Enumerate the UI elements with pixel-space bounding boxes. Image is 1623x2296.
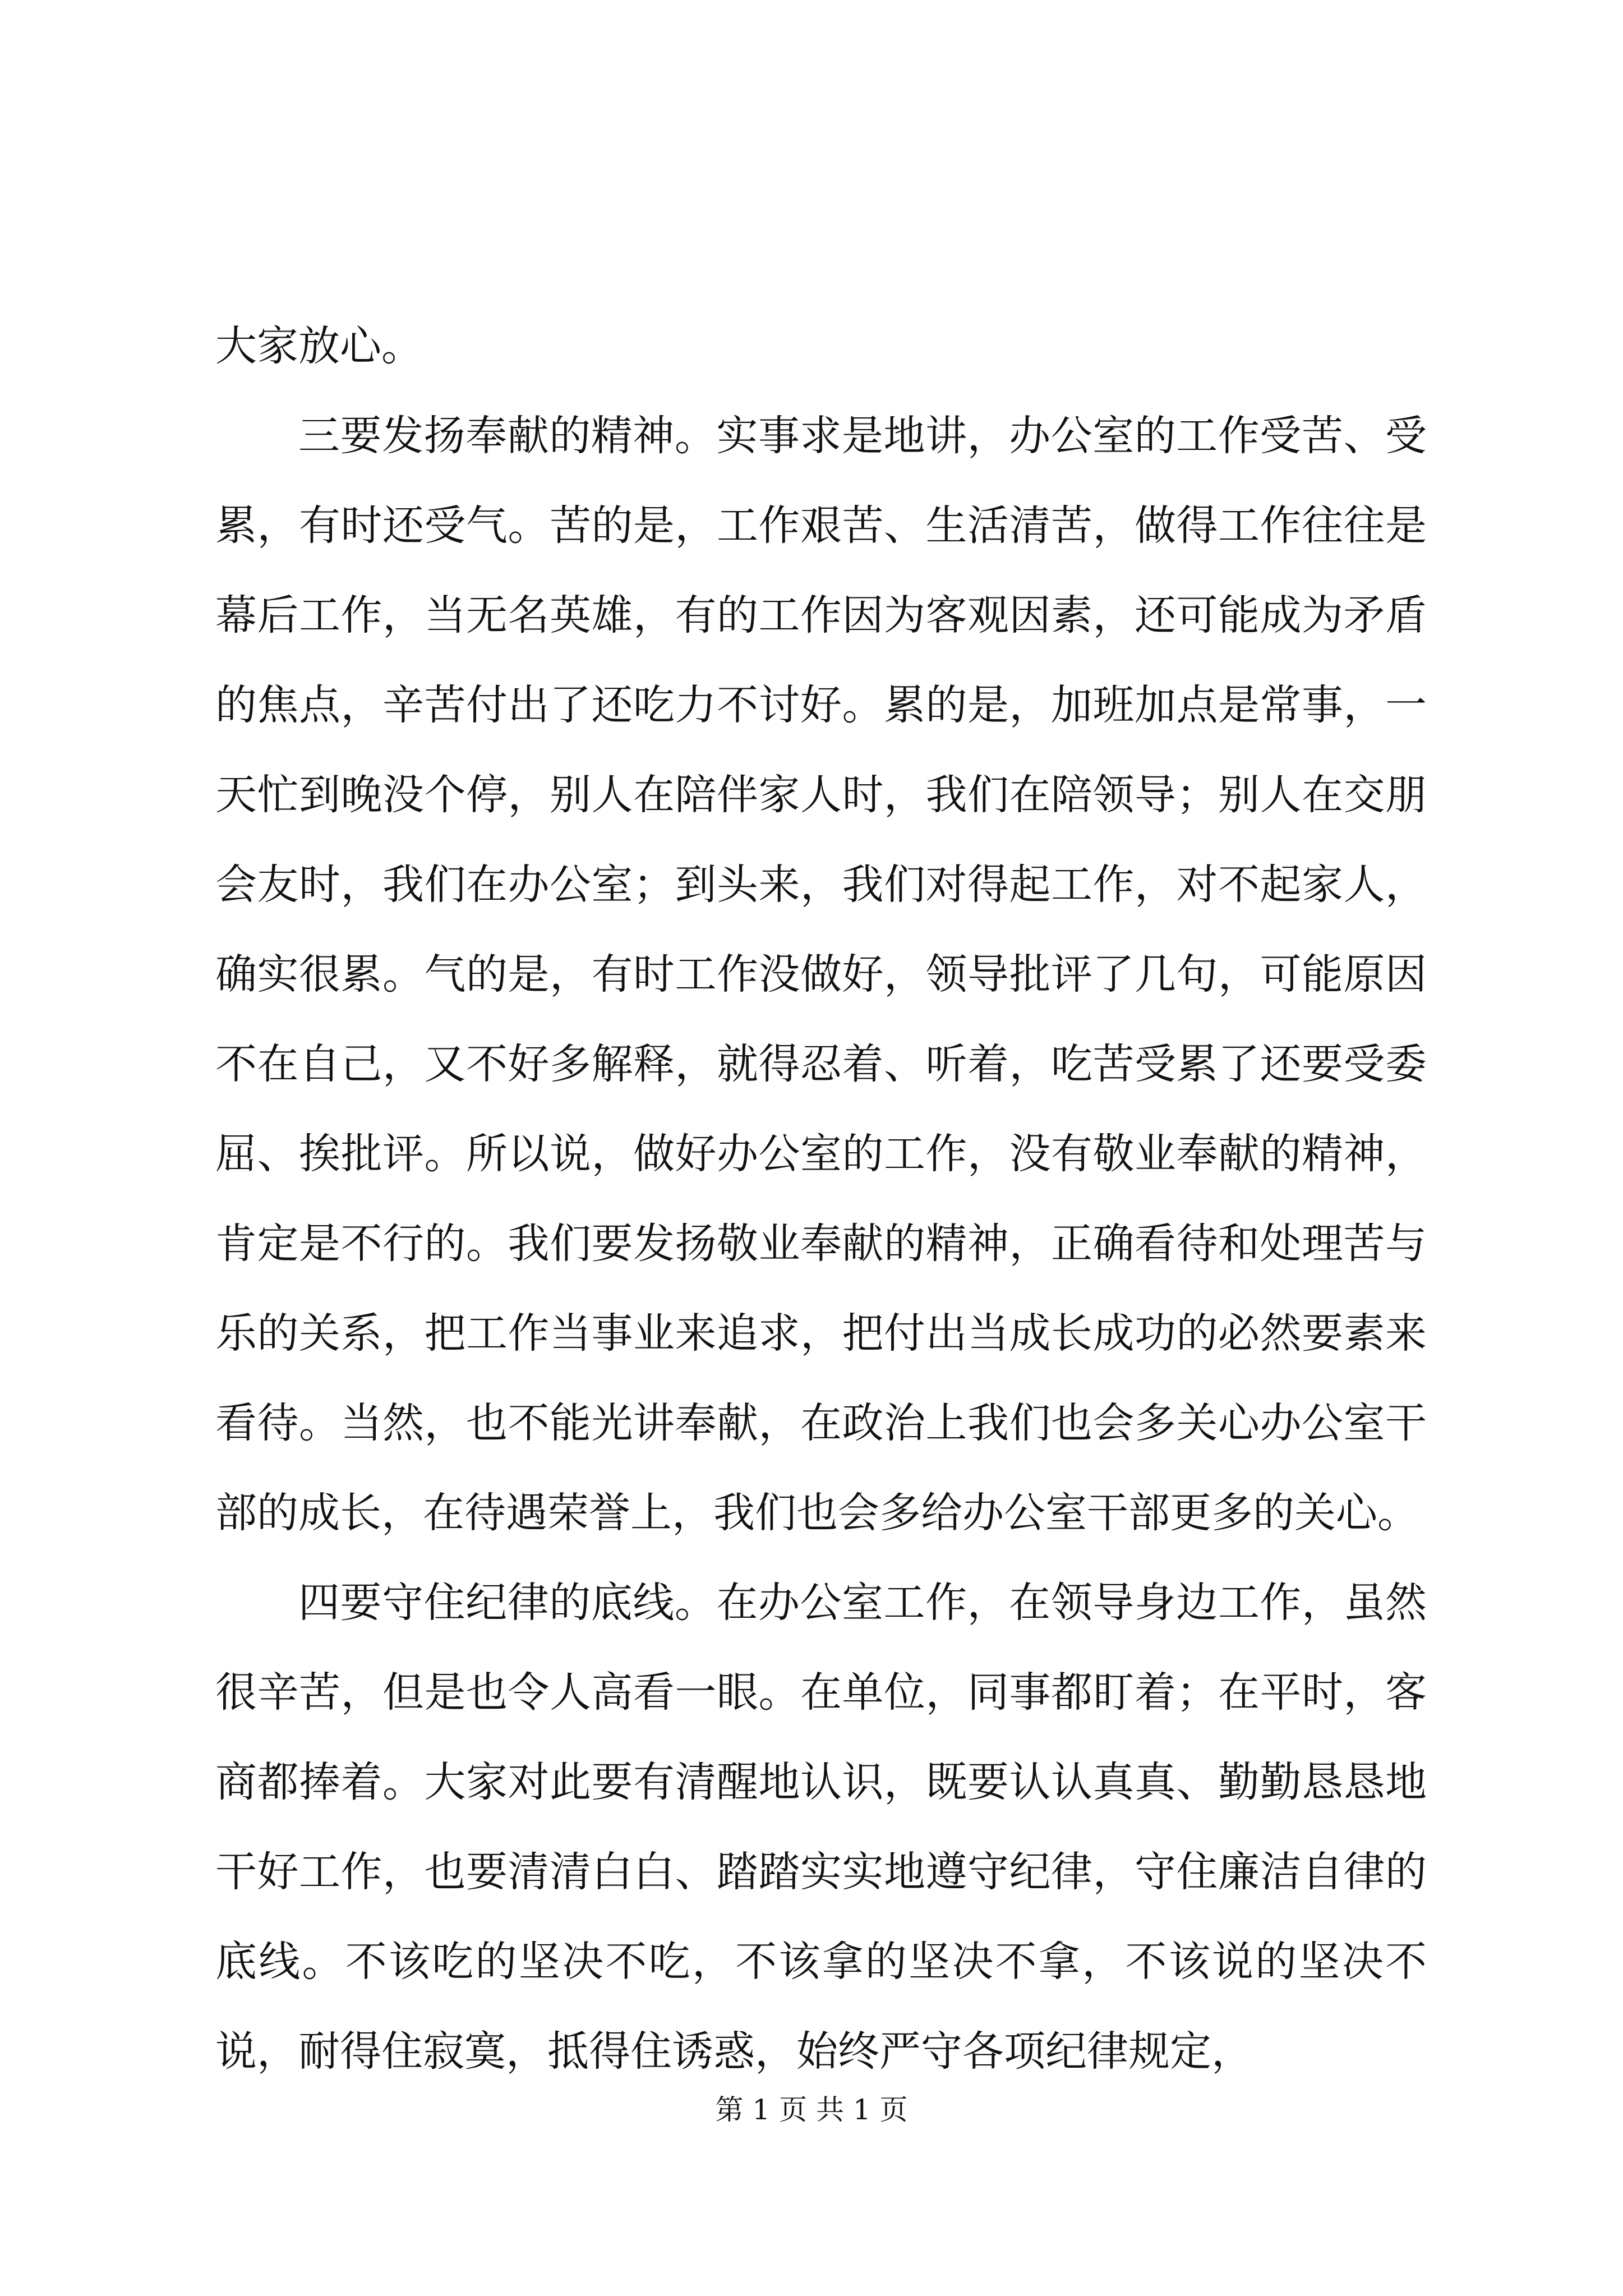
- document-body: [215, 301, 1427, 2096]
- paragraph-dedication: 三要发扬奉献的精神。实事求是地讲，办公室的工作受苦、受累，有时还受气。苦的是，工作艰苦、生活清苦，做得工作往往是幕后工作，当无名英雄，有的工作因为客观因素，还可能成为矛盾的焦点，辛苦付出了还吃力不讨好。累的是，加班加点是常事，一天忙到晚没个停，别人在陪伴家人时，我们在陪领导；别人在交朋会友时，我们在办公室；到头来，我们对得起工作，对不起家人，确实很累。气的是，有时工作没做好，领导批评了几句，可能原因不在自己，又不好多解释，就得忍着、听着，吃苦受累了还要受委屈、挨批评。所以说，做好办公室的工作，没有敬业奉献的精神，肯定是不行的。我们要发扬敬业奉献的精神，正确看待和处理苦与乐的关系，把工作当事业来追求，把付出当成长成功的必然要素来看待。当然，也不能光讲奉献，在政治上我们也会多关心办公室干部的成长，在待遇荣誉上，我们也会多给办公室干部更多的关心。: [215, 412, 1427, 1537]
- paragraph-discipline: 四要守住纪律的底线。在办公室工作，在领导身边工作，虽然很辛苦，但是也令人高看一眼。在单位，同事都盯着；在平时，客商都捧着。大家对此要有清醒地认识，既要认认真真、勤勤恳恳地干好工作，也要清清白白、踏踏实实地遵守纪律，守住廉洁自律的底线。不该吃的坚决不吃，不该拿的坚决不拿，不该说的坚决不说，耐得住寂寞，抵得住诱惑，始终严守各项纪律规定，: [215, 1579, 1427, 2076]
- page-footer: 第 1 页 共 1 页: [715, 2093, 908, 2126]
- paragraph-continuation: 大家放心。: [215, 322, 423, 370]
